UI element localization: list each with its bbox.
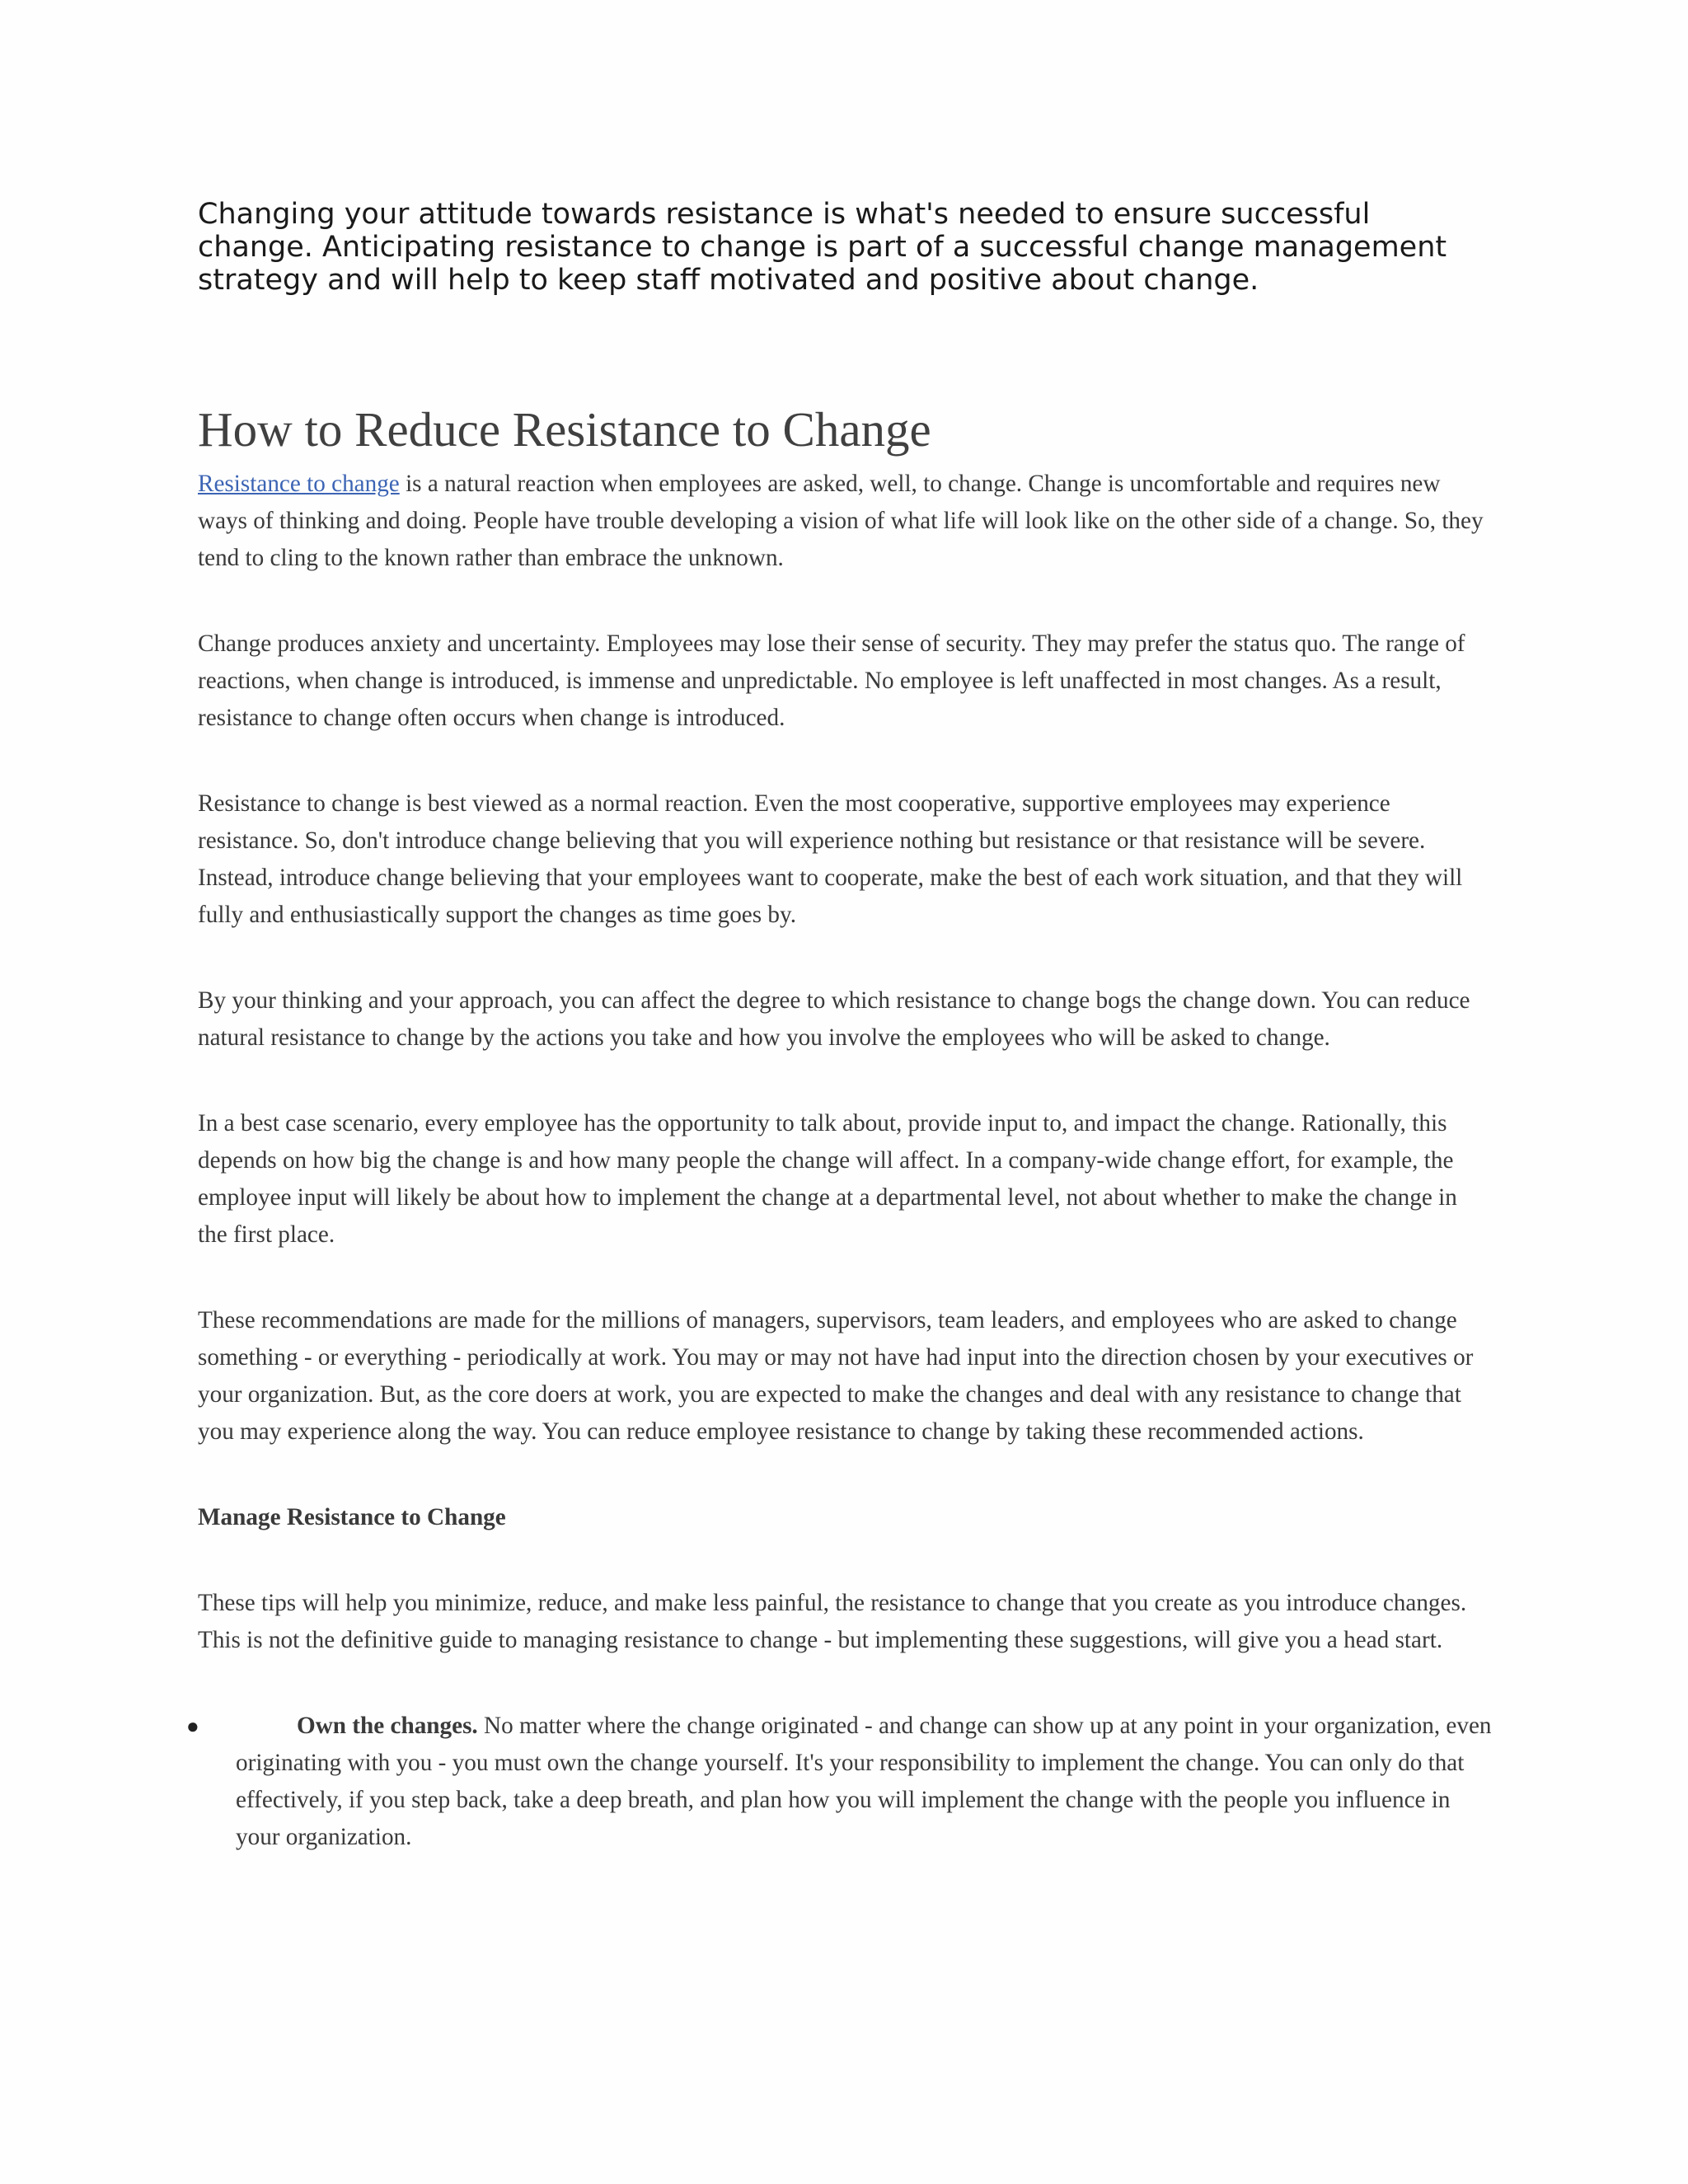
- paragraph-3: Resistance to change is best viewed as a normal reaction. Even the most cooperative, supportive employees may experience resistance. So, don't introduce change believing that you will experience nothing but resistance or that resistance will be severe. Instead, introduce change believing that your employees want to cooperate, make the best of each work situation, and that they will fully and enthusiastically support the changes as time goes by.: [198, 790, 1463, 928]
- page-title: How to Reduce Resistance to Change: [198, 402, 931, 457]
- paragraph-1-text: is a natural reaction when employees are asked, well, to change. Change is uncomfortable and requires new ways of thinking and doing. People have trouble developing a vision of what life will look like on the other side of a change. So, they tend to cling to the known rather than embrace the unknown.: [198, 471, 1484, 571]
- bullet-text: No matter where the change originated - and change can show up at any point in your organization, even originating with you - you must own the change yourself. It's your responsibility to implement the change. You can only do that effectively, if you step back, take a deep breath, and plan how you will implement the change with the people you influence in your organization.: [236, 1713, 1492, 1850]
- resistance-to-change-link[interactable]: Resistance to change: [198, 471, 400, 497]
- article-body: [186, 466, 1492, 1856]
- paragraph-5: In a best case scenario, every employee has the opportunity to talk about, provide input to, and impact the change. Rationally, this depends on how big the change is and how many people the change will affect. In a company-wide change effort, for example, the employee input will likely be about how to implement the change at a departmental level, not about whether to make the change in the first place.: [198, 1110, 1457, 1248]
- paragraph-1: [198, 466, 1492, 577]
- paragraph-7: These tips will help you minimize, reduce, and make less painful, the resistance to change that you create as you introduce changes. This is not the definitive guide to managing resistance to change - but implementing these suggestions, will give you a head start.: [198, 1590, 1467, 1653]
- bullet-icon: ●: [186, 1714, 199, 1738]
- intro-paragraph: Changing your attitude towards resistance is what's needed to ensure successful change. Anticipating resistance to change is part of a successful change management strategy and will help to keep staff motivated and positive about change.: [198, 198, 1447, 297]
- section-subheading: Manage Resistance to Change: [198, 1504, 506, 1530]
- paragraph-2: Change produces anxiety and uncertainty. Employees may lose their sense of security. They may prefer the status quo. The range of reactions, when change is introduced, is immense and unpredictable. No employee is left unaffected in most changes. As a result, resistance to change often occurs when change is introduced.: [198, 630, 1465, 731]
- paragraph-6: These recommendations are made for the millions of managers, supervisors, team leaders, and employees who are asked to change something - or everything - periodically at work. You may or may not have had input into the direction chosen by your executives or your organization. But, as the core doers at work, you are expected to make the changes and deal with any resistance to change that you may experience along the way. You can reduce employee resistance to change by taking these recommended actions.: [198, 1307, 1474, 1445]
- paragraph-4: By your thinking and your approach, you can affect the degree to which resistance to change bogs the change down. You can reduce natural resistance to change by the actions you take and how you involve the employees who will be asked to change.: [198, 987, 1470, 1051]
- list-item: [186, 1708, 1492, 1856]
- tips-list: [186, 1708, 1492, 1856]
- bullet-title: Own the changes.: [297, 1713, 478, 1739]
